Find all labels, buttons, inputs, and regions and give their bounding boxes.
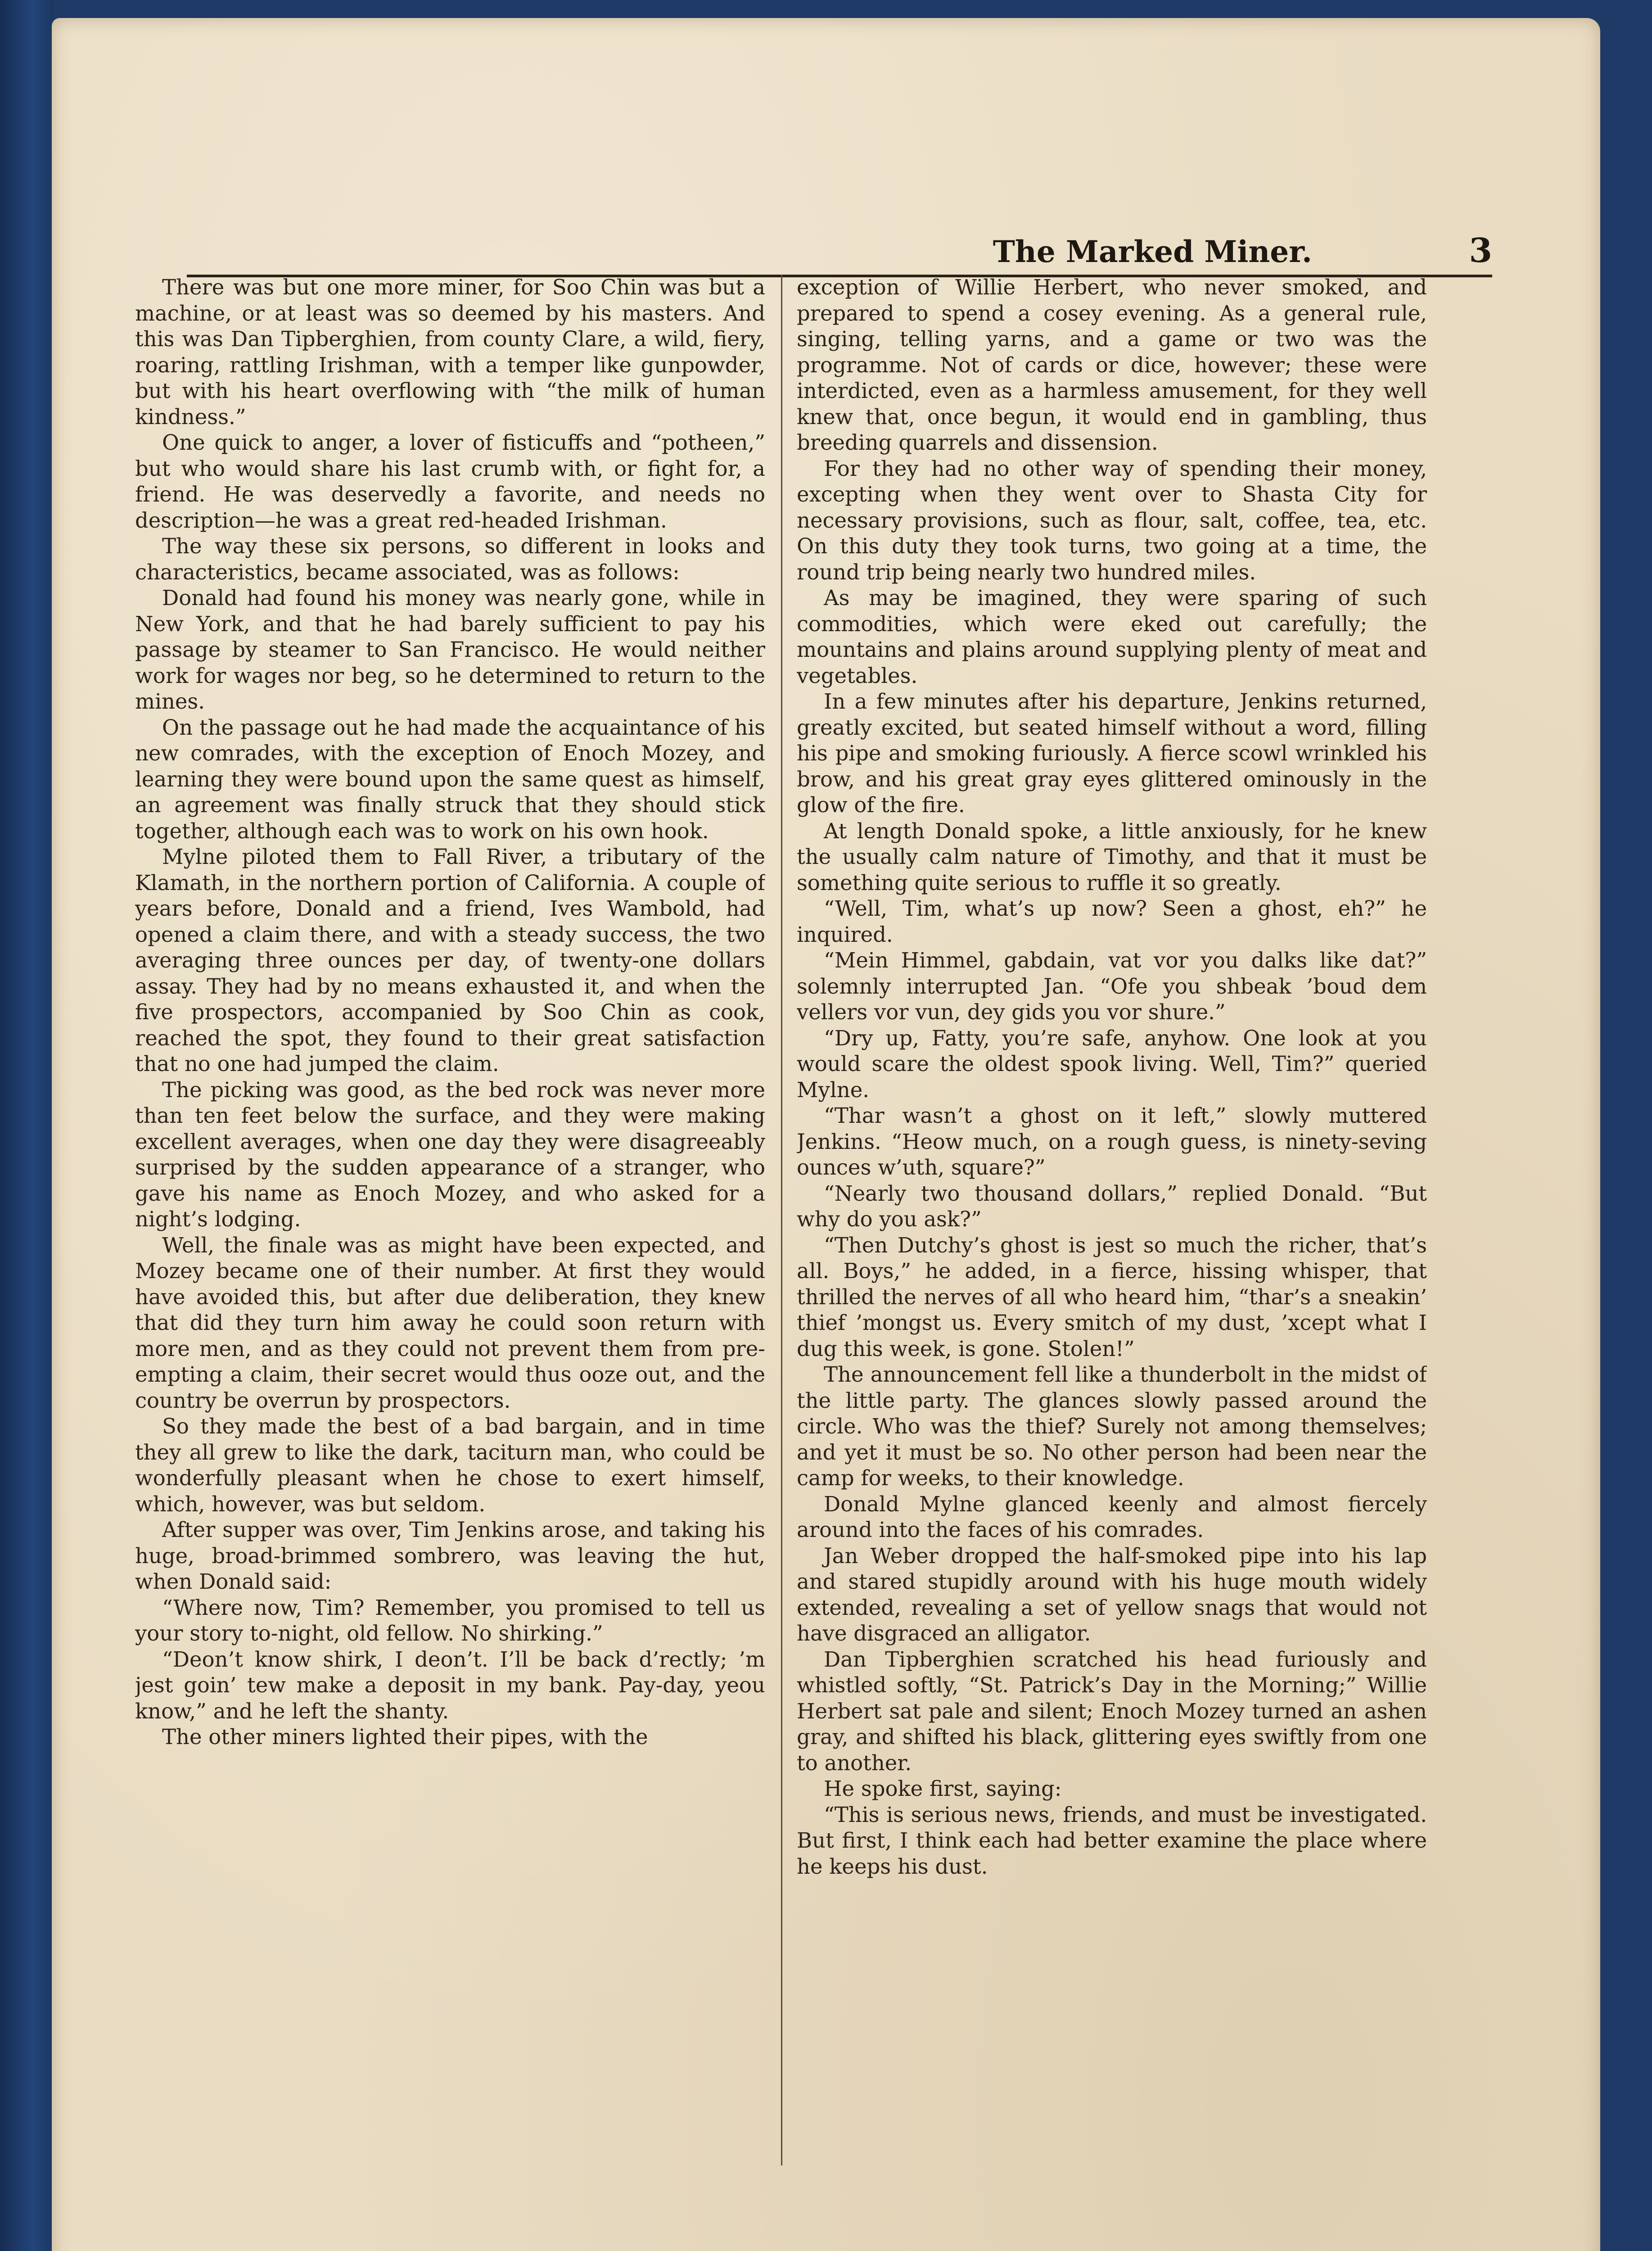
paragraph: “Mein Himmel, gabdain, vat vor you dalks like dat?” solemnly interrupted Jan. “Ofe you shbeak ’boud dem vellers vor vun, dey gids you vor shure.” bbox=[797, 948, 1427, 1024]
paragraph: “Where now, Tim? Remember, you promised to tell us your story to-night, old fellow. No shirking.” bbox=[135, 1595, 765, 1645]
paragraph: Jan Weber dropped the half-smoked pipe into his lap and stared stupidly around with his huge mouth widely extended, revealing a set of yellow snags that would not have disgraced an alligator. bbox=[797, 1543, 1427, 1645]
paragraph: Mylne piloted them to Fall River, a tributary of the Klamath, in the northern portion of California. A couple of years before, Donald and a friend, Ives Wambold, had opened a claim there, and with a steady success, the two averaging three ounces per day, of twenty-one dollars assay. They had by no means exhausted it, and when the five prospectors, accompanied by Soo Chin as cook, reached the spot, they found to their great satisfaction that no one had jumped the claim. bbox=[135, 845, 765, 1076]
paragraph: The announcement fell like a thunderbolt in the midst of the little party. The glances slowly passed around the circle. Who was the thief? Surely not among themselves; and yet it must be so. No other person had been near the camp for weeks, to their knowledge. bbox=[797, 1362, 1427, 1490]
paragraph: The picking was good, as the bed rock was never more than ten feet below the surface, and they were making excellent averages, when one day they were disagreeably surprised by the sudden appearance of a stranger, who gave his name as Enoch Mozey, and who asked for a night’s lodging. bbox=[135, 1077, 765, 1231]
paragraph: At length Donald spoke, a little anxiously, for he knew the usually calm nature of Timothy, and that it must be something quite serious to ruffle it so greatly. bbox=[797, 818, 1427, 895]
paragraph: For they had no other way of spending their money, excepting when they went over to Shasta City for necessary provisions, such as flour, salt, coffee, tea, etc. On this duty they took turns, two going at a time, the round trip being nearly two hundred miles. bbox=[797, 456, 1427, 584]
paragraph: “Deon’t know shirk, I deon’t. I’ll be back d’rectly; ’m jest goin’ tew make a deposit in my bank. Pay-day, yeou know,” and he left the shanty. bbox=[135, 1647, 765, 1723]
column-rule bbox=[781, 275, 782, 2165]
book-cover-edge bbox=[0, 0, 54, 2251]
paragraph: “Well, Tim, what’s up now? Seen a ghost, eh?” he inquired. bbox=[797, 896, 1427, 947]
page-number: 3 bbox=[1469, 231, 1492, 270]
paragraph: So they made the best of a bad bargain, and in time they all grew to like the dark, taciturn man, who could be wonderfully pleasant when he chose to exert himself, which, however, was but seldom. bbox=[135, 1414, 765, 1516]
paragraph: Donald Mylne glanced keenly and almost fiercely around into the faces of his comrades. bbox=[797, 1492, 1427, 1542]
paragraph: One quick to anger, a lover of fisticuffs and “potheen,” but who would share his last crumb with, or fight for, a friend. He was deservedly a favorite, and needs no description—he was a great red-headed Irishman. bbox=[135, 430, 765, 533]
paragraph: “Dry up, Fatty, you’re safe, anyhow. One look at you would scare the oldest spook living. Well, Tim?” queried Mylne. bbox=[797, 1026, 1427, 1102]
paragraph: In a few minutes after his departure, Jenkins returned, greatly excited, but seated himself without a word, filling his pipe and smoking furiously. A fierce scowl wrinkled his brow, and his great gray eyes glittered ominously in the glow of the fire. bbox=[797, 689, 1427, 817]
left-column bbox=[135, 275, 765, 2165]
right-column bbox=[797, 275, 1427, 2165]
paragraph: As may be imagined, they were sparing of such commodities, which were eked out carefully; the mountains and plains around supplying plenty of meat and vegetables. bbox=[797, 586, 1427, 688]
paragraph: After supper was over, Tim Jenkins arose, and taking his huge, broad-brimmed sombrero, was leaving the hut, when Donald said: bbox=[135, 1518, 765, 1594]
paragraph: “This is serious news, friends, and must be investigated. But first, I think each had better examine the place where he keeps his dust. bbox=[797, 1802, 1427, 1879]
paragraph: The way these six persons, so different in looks and characteristics, became associated, was as follows: bbox=[135, 534, 765, 584]
paragraph: Dan Tipberghien scratched his head furiously and whistled softly, “St. Patrick’s Day in the Morning;” Willie Herbert sat pale and silent; Enoch Mozey turned an ashen gray, and shifted his black, glittering eyes swiftly from one to another. bbox=[797, 1647, 1427, 1775]
paragraph: He spoke first, saying: bbox=[824, 1776, 1062, 1801]
paragraph: Well, the finale was as might have been expected, and Mozey became one of their number. At first they would have avoided this, but after due deliberation, they knew that did they turn him away he could soon return with more men, and as they could not prevent them from pre-empting a claim, their secret would thus ooze out, and the country be overrun by prospectors. bbox=[135, 1233, 765, 1413]
paragraph: exception of Willie Herbert, who never smoked, and prepared to spend a cosey evening. As a general rule, singing, telling yarns, and a game or two was the programme. Not of cards or dice, however; these were interdicted, even as a harmless amusement, for they well knew that, once begun, it would end in gambling, thus breeding quarrels and dissension. bbox=[797, 275, 1427, 455]
paragraph: There was but one more miner, for Soo Chin was but a machine, or at least was so deemed by his masters. And this was Dan Tipberghien, from county Clare, a wild, fiery, roaring, rattling Irishman, with a temper like gunpowder, but with his heart overflowing with “the milk of human kindness.” bbox=[135, 275, 765, 429]
paragraph: Donald had found his money was nearly gone, while in New York, and that he had barely sufficient to pay his passage by steamer to San Francisco. He would neither work for wages nor beg, so he determined to return to the mines. bbox=[135, 586, 765, 714]
paragraph: On the passage out he had made the acquaintance of his new comrades, with the exception of Enoch Mozey, and learning they were bound upon the same quest as himself, an agreement was finally struck that they should stick together, although each was to work on his own hook. bbox=[135, 715, 765, 843]
paragraph: “Then Dutchy’s ghost is jest so much the richer, that’s all. Boys,” he added, in a fierce, hissing whisper, that thrilled the nerves of all who heard him, “thar’s a sneakin’ thief ’mongst us. Every smitch of my dust, ’xcept what I dug this week, is gone. Stolen!” bbox=[797, 1233, 1427, 1361]
running-title: The Marked Miner. bbox=[993, 234, 1312, 269]
paragraph: The other miners lighted their pipes, with the bbox=[162, 1725, 648, 1749]
paragraph: “Nearly two thousand dollars,” replied Donald. “But why do you ask?” bbox=[797, 1181, 1427, 1231]
running-header bbox=[187, 212, 1492, 277]
paragraph: “Thar wasn’t a ghost on it left,” slowly muttered Jenkins. “Heow much, on a rough guess, is ninety-seving ounces w’uth, square?” bbox=[797, 1103, 1427, 1180]
